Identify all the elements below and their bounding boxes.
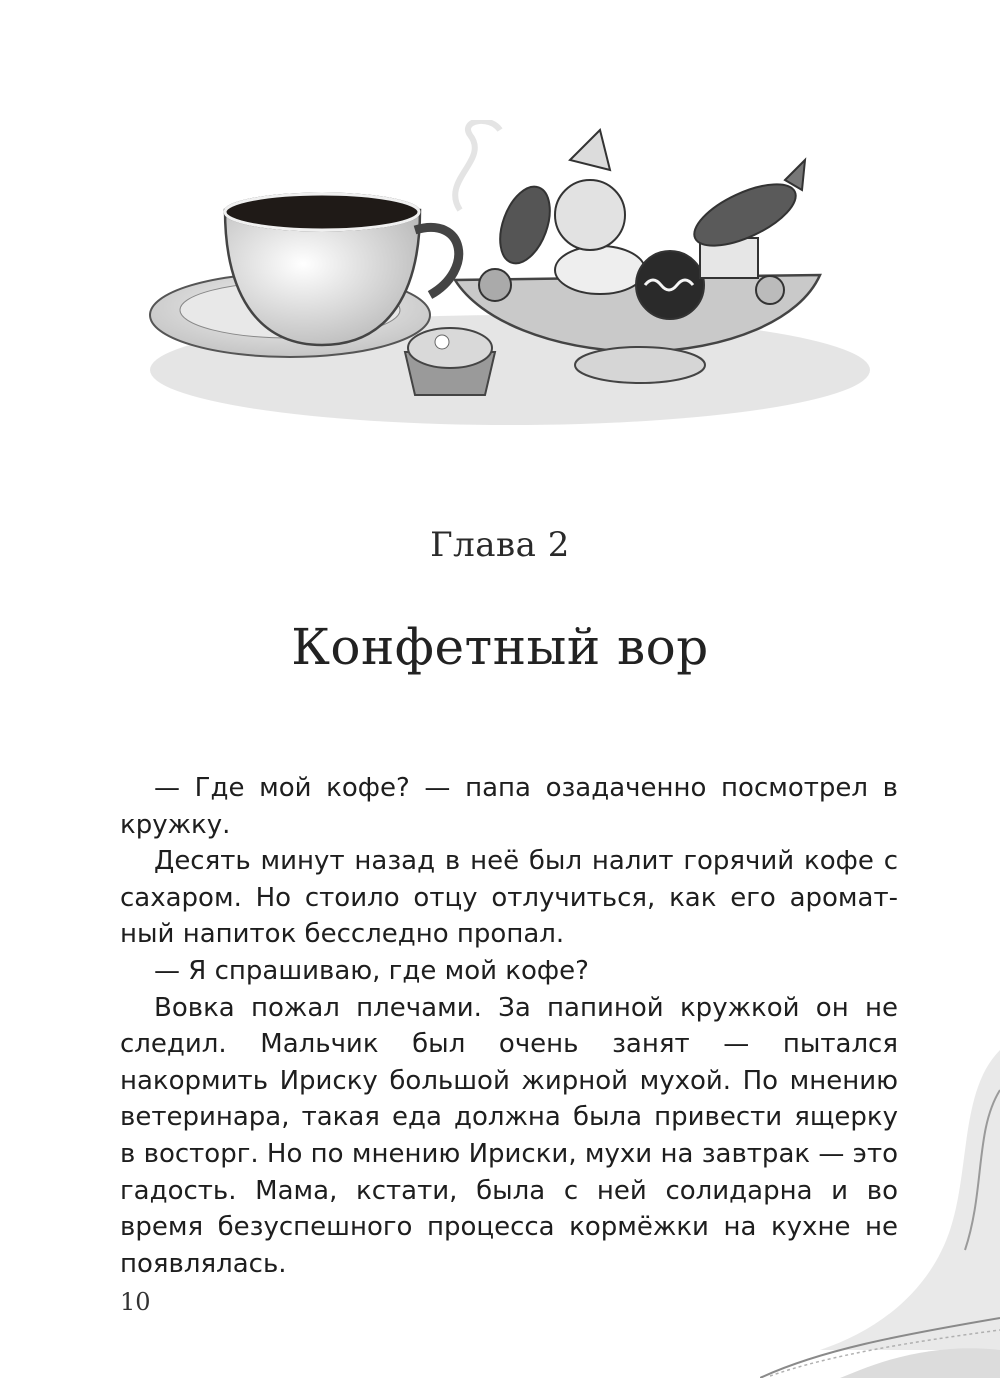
coffee-and-candy-illustration <box>130 120 870 440</box>
chapter-title: Конфетный вор <box>291 618 709 676</box>
truffle-candy <box>405 328 495 395</box>
page-number: 10 <box>120 1288 151 1316</box>
bowl-base <box>575 347 705 383</box>
paragraph: — Где мой кофе? — папа озадаченно посмотрел в кружку. <box>120 773 898 840</box>
paragraph: — Я спрашиваю, где мой кофе? <box>154 955 589 986</box>
chapter-body-text <box>120 770 898 1282</box>
paragraph: Вовка пожал плечами. За папиной кружкой он не следил. Мальчик был очень занят — пытался накормить Ириску большой жирной мухой. По мнению ветеринара, такая еда должна была привести ящерку в восторг. Но по мнению Ириски, мухи на завтрак — это гадость. Мама, кстати, была с ней солидарна и во время безуспешного процесса кормёжки на кухне не появлялась. <box>120 992 898 1279</box>
cup-handle <box>415 227 459 295</box>
steam <box>455 121 500 210</box>
chapter-number: Глава 2 <box>430 525 570 565</box>
paragraph: Десять минут назад в неё был налит горячий кофе с сахаром. Но стоило отцу отлучиться, как его ароматный напиток бесследно пропал. <box>120 846 898 950</box>
